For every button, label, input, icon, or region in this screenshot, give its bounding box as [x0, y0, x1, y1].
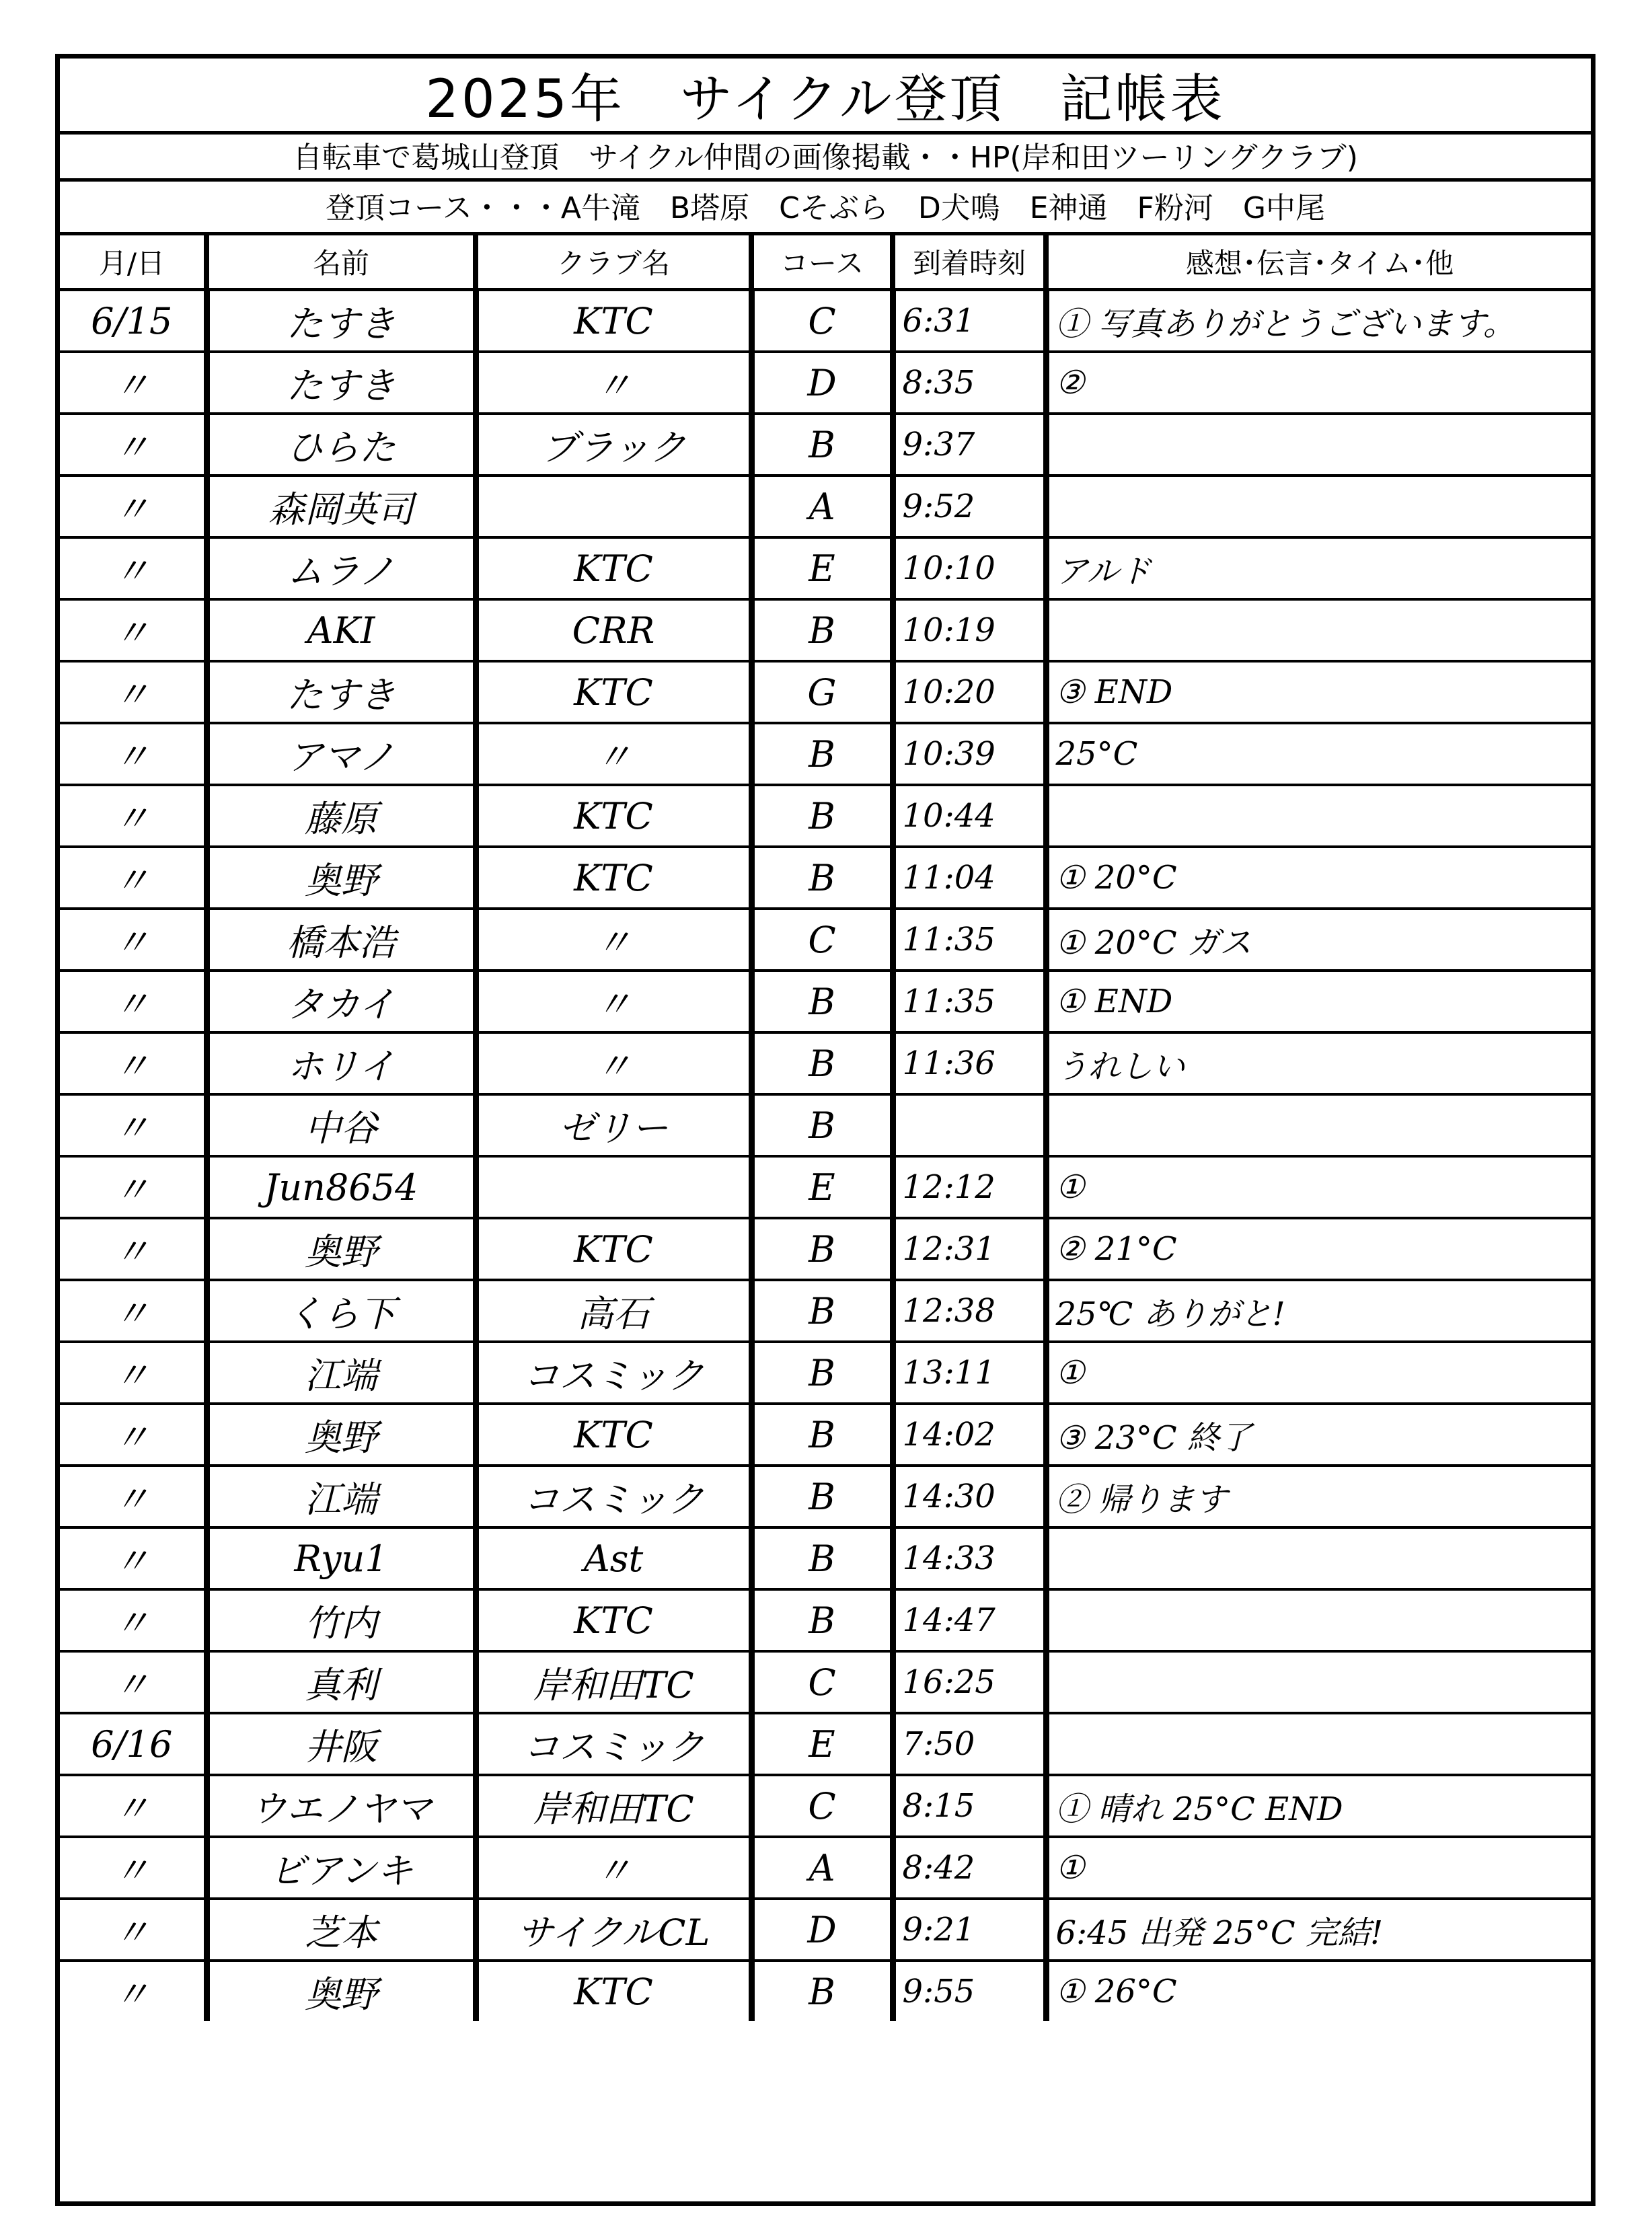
- table-row: [60, 661, 1591, 723]
- table-row: [60, 847, 1591, 909]
- cell-notes: [1046, 1713, 1591, 1775]
- cell-time: 9:21: [893, 1899, 1046, 1961]
- cell-time: 12:12: [893, 1156, 1046, 1218]
- cell-name: 藤原: [206, 785, 476, 847]
- table-row: [60, 599, 1591, 661]
- cell-course: B: [751, 1527, 893, 1589]
- cell-time: 12:31: [893, 1218, 1046, 1280]
- cell-name: Jun8654: [206, 1156, 476, 1218]
- cell-date: 〃: [60, 1466, 206, 1527]
- table-row: [60, 1651, 1591, 1713]
- cell-course: B: [751, 414, 893, 476]
- cell-time: 11:35: [893, 909, 1046, 971]
- cell-time: 10:39: [893, 723, 1046, 785]
- cell-club: 岸和田TC: [476, 1775, 751, 1837]
- cell-course: B: [751, 1094, 893, 1156]
- cell-name: 中谷: [206, 1094, 476, 1156]
- cell-club: CRR: [476, 599, 751, 661]
- cell-club: [476, 1156, 751, 1218]
- cell-time: 11:36: [893, 1032, 1046, 1094]
- cell-club: コスミック: [476, 1713, 751, 1775]
- cell-course: A: [751, 476, 893, 537]
- column-header-club: クラブ名: [476, 234, 751, 290]
- cell-club: KTC: [476, 1404, 751, 1466]
- cell-club: 〃: [476, 723, 751, 785]
- cell-club: KTC: [476, 1589, 751, 1651]
- cell-notes: ① END: [1046, 971, 1591, 1032]
- cell-course: C: [751, 1651, 893, 1713]
- cell-club: KTC: [476, 537, 751, 599]
- cell-course: C: [751, 1775, 893, 1837]
- cell-time: 9:52: [893, 476, 1046, 537]
- cell-time: 8:35: [893, 352, 1046, 414]
- cell-name: 井阪: [206, 1713, 476, 1775]
- cell-course: B: [751, 1589, 893, 1651]
- cell-notes: [1046, 1589, 1591, 1651]
- cell-name: タカイ: [206, 971, 476, 1032]
- cell-name: ムラノ: [206, 537, 476, 599]
- cell-club: ブラック: [476, 414, 751, 476]
- table-row: [60, 476, 1591, 537]
- cell-course: C: [751, 909, 893, 971]
- cell-club: KTC: [476, 847, 751, 909]
- cell-date: 〃: [60, 1032, 206, 1094]
- cell-date: 6/16: [60, 1713, 206, 1775]
- cell-name: ビアンキ: [206, 1837, 476, 1899]
- column-header-name: 名前: [206, 234, 476, 290]
- cell-date: 〃: [60, 1342, 206, 1404]
- cell-name: ホリイ: [206, 1032, 476, 1094]
- cell-date: 〃: [60, 1961, 206, 2021]
- cell-name: アマノ: [206, 723, 476, 785]
- cell-club: 〃: [476, 1032, 751, 1094]
- header-row: [60, 234, 1591, 290]
- cell-notes: ① 20°C: [1046, 847, 1591, 909]
- cell-name: 橋本浩: [206, 909, 476, 971]
- table-row: [60, 723, 1591, 785]
- cell-notes: [1046, 785, 1591, 847]
- cell-club: 〃: [476, 1837, 751, 1899]
- cell-time: 14:33: [893, 1527, 1046, 1589]
- table-row: [60, 1342, 1591, 1404]
- cell-notes: [1046, 599, 1591, 661]
- cell-club: [476, 476, 751, 537]
- cell-time: 6:31: [893, 290, 1046, 352]
- cell-course: B: [751, 971, 893, 1032]
- table-row: [60, 1404, 1591, 1466]
- cell-time: 10:20: [893, 661, 1046, 723]
- cell-date: 〃: [60, 1280, 206, 1342]
- cell-date: 〃: [60, 352, 206, 414]
- log-table: [60, 232, 1591, 2021]
- cell-time: 14:30: [893, 1466, 1046, 1527]
- cell-course: B: [751, 1466, 893, 1527]
- cell-notes: 6:45 出発 25°C 完結!: [1046, 1899, 1591, 1961]
- cell-club: 〃: [476, 909, 751, 971]
- cell-course: D: [751, 352, 893, 414]
- cell-course: B: [751, 1342, 893, 1404]
- cell-club: コスミック: [476, 1342, 751, 1404]
- cell-date: 〃: [60, 476, 206, 537]
- cell-notes: ①: [1046, 1156, 1591, 1218]
- cell-name: 奥野: [206, 847, 476, 909]
- cell-name: たすき: [206, 352, 476, 414]
- cell-date: 〃: [60, 909, 206, 971]
- cell-course: C: [751, 290, 893, 352]
- table-row: [60, 1589, 1591, 1651]
- cell-date: 〃: [60, 599, 206, 661]
- cell-time: 7:50: [893, 1713, 1046, 1775]
- cell-time: 10:19: [893, 599, 1046, 661]
- cell-course: B: [751, 1280, 893, 1342]
- column-header-time: 到着時刻: [893, 234, 1046, 290]
- table-row: [60, 1837, 1591, 1899]
- table-row: [60, 971, 1591, 1032]
- table-row: [60, 1280, 1591, 1342]
- cell-date: 6/15: [60, 290, 206, 352]
- cell-notes: ① 26°C: [1046, 1961, 1591, 2021]
- cell-notes: アルド: [1046, 537, 1591, 599]
- cell-name: 江端: [206, 1342, 476, 1404]
- cell-name: 奥野: [206, 1961, 476, 2021]
- cell-notes: ① 20°C ガス: [1046, 909, 1591, 971]
- cell-time: 12:38: [893, 1280, 1046, 1342]
- cell-notes: [1046, 1651, 1591, 1713]
- cell-course: B: [751, 1404, 893, 1466]
- cell-time: 11:04: [893, 847, 1046, 909]
- cell-time: 8:42: [893, 1837, 1046, 1899]
- cell-course: E: [751, 1713, 893, 1775]
- cell-time: 13:11: [893, 1342, 1046, 1404]
- cell-club: 高石: [476, 1280, 751, 1342]
- cell-date: 〃: [60, 785, 206, 847]
- table-row: [60, 1899, 1591, 1961]
- cell-date: 〃: [60, 1218, 206, 1280]
- cell-club: Ast: [476, 1527, 751, 1589]
- cell-time: 9:55: [893, 1961, 1046, 2021]
- cell-course: B: [751, 847, 893, 909]
- cell-notes: ②: [1046, 352, 1591, 414]
- cell-club: 〃: [476, 352, 751, 414]
- cell-course: B: [751, 599, 893, 661]
- cell-course: G: [751, 661, 893, 723]
- cell-course: B: [751, 723, 893, 785]
- course-legend: 登頂コース・・・A牛滝 B塔原 Cそぶら D犬鳴 E神通 F粉河 G中尾: [326, 191, 1325, 225]
- table-row: [60, 537, 1591, 599]
- cell-date: 〃: [60, 1651, 206, 1713]
- cell-name: たすき: [206, 661, 476, 723]
- table-row: [60, 1713, 1591, 1775]
- cell-club: KTC: [476, 1961, 751, 2021]
- cell-name: ウエノヤマ: [206, 1775, 476, 1837]
- cell-date: 〃: [60, 1527, 206, 1589]
- column-header-course: コース: [751, 234, 893, 290]
- column-header-notes: 感想･伝言･タイム･他: [1046, 234, 1591, 290]
- cell-time: 14:02: [893, 1404, 1046, 1466]
- cell-date: 〃: [60, 971, 206, 1032]
- column-header-date: 月/日: [60, 234, 206, 290]
- cell-notes: ①: [1046, 1342, 1591, 1404]
- table-row: [60, 1527, 1591, 1589]
- table-row: [60, 1032, 1591, 1094]
- cell-date: 〃: [60, 1837, 206, 1899]
- cell-notes: ② 帰ります: [1046, 1466, 1591, 1527]
- cell-name: 奥野: [206, 1218, 476, 1280]
- cell-date: 〃: [60, 1775, 206, 1837]
- table-row: [60, 290, 1591, 352]
- cell-name: AKI: [206, 599, 476, 661]
- cell-notes: ①: [1046, 1837, 1591, 1899]
- cell-notes: ② 21°C: [1046, 1218, 1591, 1280]
- cell-name: 芝本: [206, 1899, 476, 1961]
- cell-notes: ① 晴れ 25°C END: [1046, 1775, 1591, 1837]
- table-row: [60, 414, 1591, 476]
- cell-notes: ③ 23°C 終了: [1046, 1404, 1591, 1466]
- cell-name: 真利: [206, 1651, 476, 1713]
- table-row: [60, 1218, 1591, 1280]
- cell-date: 〃: [60, 1094, 206, 1156]
- cell-notes: うれしい: [1046, 1032, 1591, 1094]
- cell-club: 岸和田TC: [476, 1651, 751, 1713]
- cell-club: コスミック: [476, 1466, 751, 1527]
- cell-name: ひらた: [206, 414, 476, 476]
- cell-time: [893, 1094, 1046, 1156]
- cell-name: たすき: [206, 290, 476, 352]
- cell-date: 〃: [60, 1589, 206, 1651]
- cell-notes: 25°C: [1046, 723, 1591, 785]
- sheet-title: 2025年 サイクル登頂 記帳表: [60, 59, 1591, 135]
- cell-course: D: [751, 1899, 893, 1961]
- cell-time: 11:35: [893, 971, 1046, 1032]
- cell-club: 〃: [476, 971, 751, 1032]
- cell-club: KTC: [476, 661, 751, 723]
- cell-date: 〃: [60, 1404, 206, 1466]
- table-row: [60, 1466, 1591, 1527]
- cell-time: 16:25: [893, 1651, 1046, 1713]
- cell-course: B: [751, 1032, 893, 1094]
- table-row: [60, 1961, 1591, 2021]
- cell-club: KTC: [476, 785, 751, 847]
- table-row: [60, 909, 1591, 971]
- cell-time: 10:44: [893, 785, 1046, 847]
- cell-notes: [1046, 1527, 1591, 1589]
- cell-club: ゼリー: [476, 1094, 751, 1156]
- table-row: [60, 785, 1591, 847]
- cell-time: 14:47: [893, 1589, 1046, 1651]
- cell-name: Ryu1: [206, 1527, 476, 1589]
- sheet-subtitle: 自転車で葛城山登頂 サイクル仲間の画像掲載・・HP(岸和田ツーリングクラブ): [60, 131, 1591, 182]
- cell-club: サイクルCL: [476, 1899, 751, 1961]
- cell-notes: ① 写真ありがとうございます。: [1046, 290, 1591, 352]
- cell-date: 〃: [60, 1899, 206, 1961]
- cell-name: くら下: [206, 1280, 476, 1342]
- table-row: [60, 1775, 1591, 1837]
- table-row: [60, 352, 1591, 414]
- cell-course: B: [751, 1218, 893, 1280]
- cell-notes: ③ END: [1046, 661, 1591, 723]
- cell-course: A: [751, 1837, 893, 1899]
- cell-date: 〃: [60, 661, 206, 723]
- cell-name: 江端: [206, 1466, 476, 1527]
- cell-time: 9:37: [893, 414, 1046, 476]
- cell-name: 森岡英司: [206, 476, 476, 537]
- cell-time: 10:10: [893, 537, 1046, 599]
- cell-name: 竹内: [206, 1589, 476, 1651]
- log-body: [60, 290, 1591, 2022]
- cell-course: E: [751, 1156, 893, 1218]
- cell-club: KTC: [476, 290, 751, 352]
- cell-name: 奥野: [206, 1404, 476, 1466]
- cell-date: 〃: [60, 723, 206, 785]
- cell-notes: [1046, 476, 1591, 537]
- cell-date: 〃: [60, 537, 206, 599]
- logbook-sheet: [55, 54, 1595, 2206]
- cell-course: E: [751, 537, 893, 599]
- cell-date: 〃: [60, 847, 206, 909]
- cell-course: B: [751, 1961, 893, 2021]
- cell-club: KTC: [476, 1218, 751, 1280]
- table-row: [60, 1094, 1591, 1156]
- cell-time: 8:15: [893, 1775, 1046, 1837]
- cell-date: 〃: [60, 1156, 206, 1218]
- cell-course: B: [751, 785, 893, 847]
- table-row: [60, 1156, 1591, 1218]
- cell-date: 〃: [60, 414, 206, 476]
- cell-notes: [1046, 1094, 1591, 1156]
- cell-notes: 25℃ ありがと!: [1046, 1280, 1591, 1342]
- cell-notes: [1046, 414, 1591, 476]
